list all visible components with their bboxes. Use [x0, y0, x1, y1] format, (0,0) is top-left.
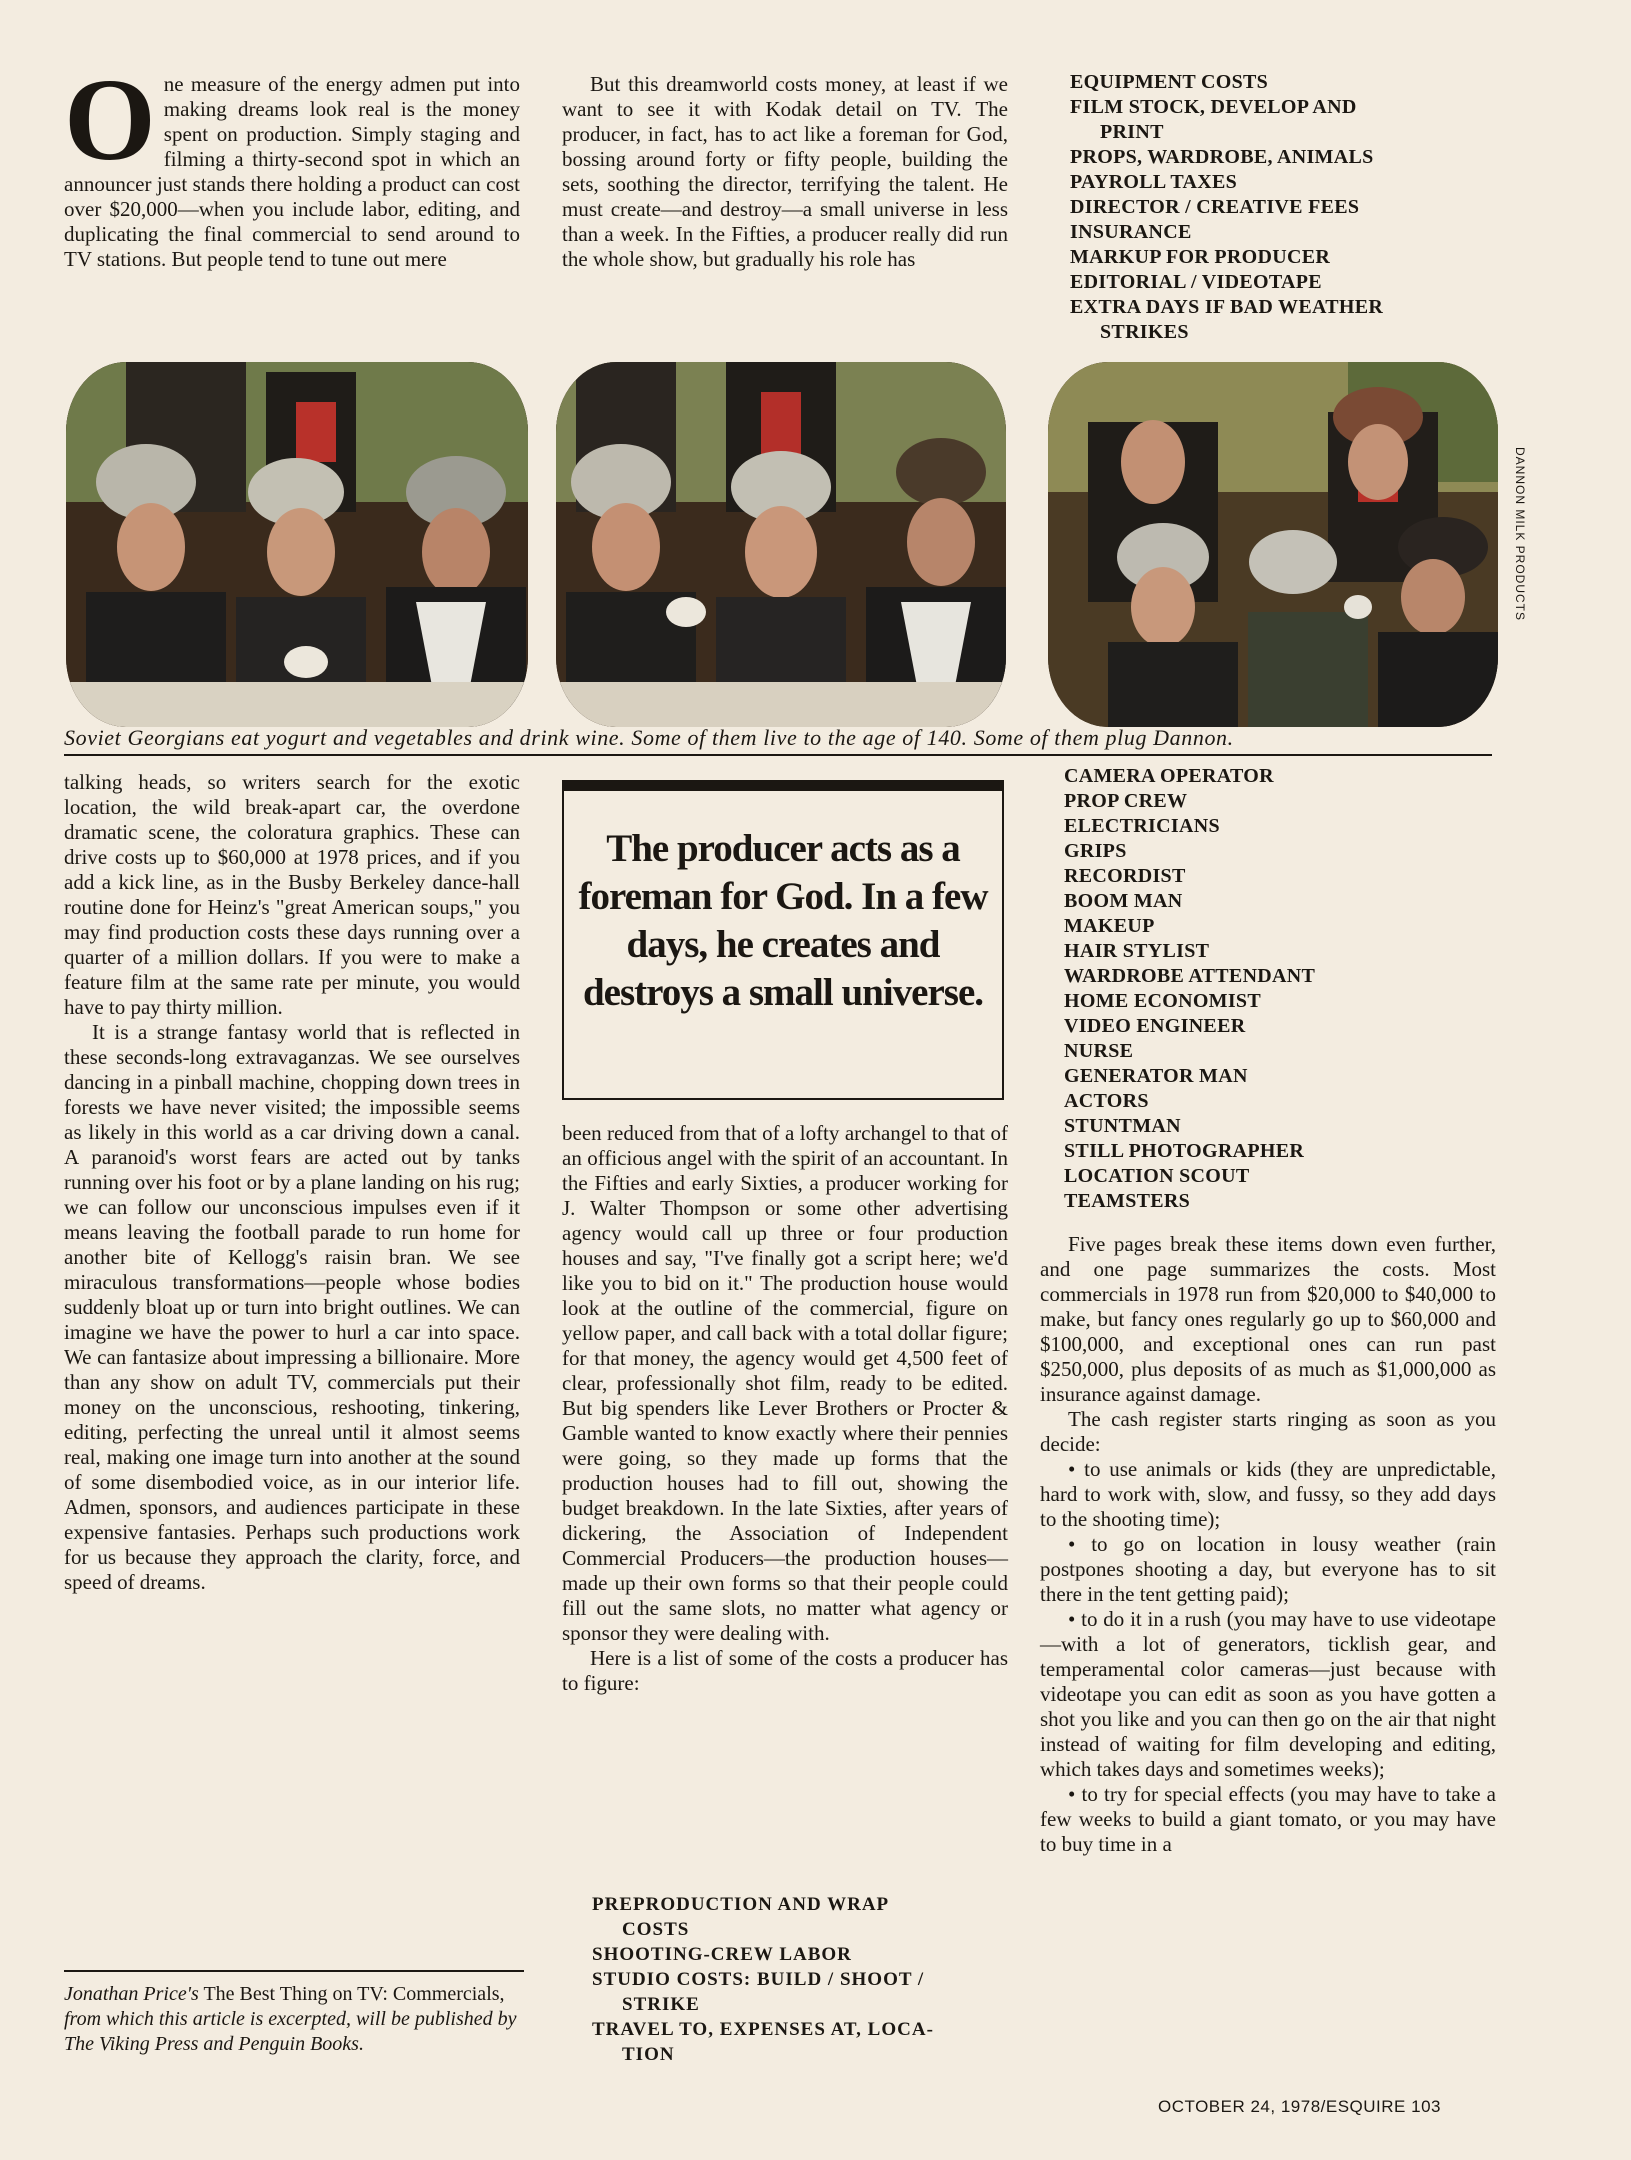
list-item-text: EDITORIAL / VIDEOTAPE: [1070, 271, 1322, 293]
list-item: [592, 2017, 1012, 2067]
cost-list-top: [1070, 70, 1510, 345]
pull-quote: The producer acts as a foreman for God. In a few days, he creates and destroys a small universe.: [578, 827, 988, 1014]
list-item-text: STUNTMAN: [1064, 1115, 1181, 1137]
list-item-continuation: TION: [622, 2044, 675, 2065]
column-2-bottom: [562, 1121, 1008, 1696]
list-item: [1064, 1089, 1504, 1114]
list-item: [1070, 145, 1510, 170]
paragraph: It is a strange fantasy world that is reflected in these seconds-long extravaganzas. We see ourselves dancing in a pinball machine, chopping down trees in forests we have never visited; the impossible seems as likely in this world as a car driving down a canal. A paranoid's worst fears are acted out by tanks running over his foot or by a plane landing on his rug; we can follow our unconscious impulses even if it means leaving the football parade to run home for another bite of Kellogg's raisin bran. We see miraculous transformations—people whose bodies suddenly bloat up or turn into bright outlines. We can imagine we have the power to hurl a car into space. We can fantasize about impressing a billionaire. More than any show on adult TV, commercials put their money on the unconscious, reshooting, tinkering, editing, perfecting the unreal until it almost seems real, making one image turn into another at the sound of some disembodied voice, as in our interior life. Admen, sponsors, and audiences participate in these expensive fantasies. Perhaps such productions work for us because they approach the clarity, force, and speed of dreams.: [64, 1020, 520, 1594]
photo-strip: [56, 362, 1498, 727]
photo-elders-1: [66, 362, 528, 727]
list-item-text: TRAVEL TO, EXPENSES AT, LOCA-: [592, 2019, 934, 2040]
list-item-text: EQUIPMENT COSTS: [1070, 71, 1269, 93]
list-item-text: NURSE: [1064, 1040, 1134, 1062]
list-item: [1064, 914, 1504, 939]
tv-frame-2: [556, 362, 1006, 727]
list-item-text: PROP CREW: [1064, 790, 1188, 812]
list-item-text: VIDEO ENGINEER: [1064, 1015, 1246, 1037]
paragraph: • to use animals or kids (they are unpredictable, hard to work with, slow, and fussy, so they add days to the shooting time);: [1040, 1457, 1496, 1531]
byline-note: from which this article is excerpted, will be published by The Viking Press and Penguin Books.: [64, 2008, 517, 2055]
list-item-text: STILL PHOTOGRAPHER: [1064, 1140, 1305, 1162]
list-item-text: BOOM MAN: [1064, 890, 1183, 912]
column-2-top: [562, 72, 1008, 272]
list-item-text: MARKUP FOR PRODUCER: [1070, 246, 1331, 268]
list-item-text: HAIR STYLIST: [1064, 940, 1210, 962]
list-item: [1064, 939, 1504, 964]
list-item: [1064, 964, 1504, 989]
list-item-continuation: STRIKES: [1100, 321, 1189, 343]
paragraph: • to try for special effects (you may have to take a few weeks to build a giant tomato, or you may have to buy time in a: [1040, 1782, 1496, 1856]
list-item: [1064, 1014, 1504, 1039]
tv-frame-3: [1048, 362, 1498, 727]
list-item: [1064, 1114, 1504, 1139]
list-item: [1070, 170, 1510, 195]
list-item-text: RECORDIST: [1064, 865, 1186, 887]
list-item-continuation: COSTS: [622, 1919, 690, 1940]
list-item-text: HOME ECONOMIST: [1064, 990, 1261, 1012]
list-item-text: PREPRODUCTION AND WRAP: [592, 1894, 890, 1915]
list-item: [592, 1942, 1012, 1967]
pull-quote-rule: [562, 780, 1004, 791]
list-item: [592, 1892, 1012, 1942]
list-item-text: FILM STOCK, DEVELOP AND: [1070, 96, 1357, 118]
list-item: [1064, 1139, 1504, 1164]
list-item-text: MAKEUP: [1064, 915, 1155, 937]
list-item-text: WARDROBE ATTENDANT: [1064, 965, 1316, 987]
tv-frame-1: [66, 362, 528, 727]
paragraph: Here is a list of some of the costs a producer has to figure:: [562, 1646, 1008, 1695]
pull-quote-box: [562, 780, 1004, 1100]
list-item-text: SHOOTING-CREW LABOR: [592, 1944, 852, 1965]
list-item-text: GRIPS: [1064, 840, 1127, 862]
column-1-bottom: [64, 770, 520, 1595]
list-item-text: ELECTRICIANS: [1064, 815, 1220, 837]
photo-credit-text: DANNON MILK PRODUCTS: [1513, 447, 1527, 622]
list-item: [1070, 295, 1510, 345]
list-item: [1070, 220, 1510, 245]
photo-elders-3: [1048, 362, 1498, 727]
list-item: [1064, 1064, 1504, 1089]
photo-elders-2: [556, 362, 1006, 727]
column-3-bottom: [1040, 1232, 1496, 1857]
list-item: [1064, 814, 1504, 839]
paragraph: been reduced from that of a lofty archangel to that of an officious angel with the spirit of an accountant. In the Fifties and early Sixties, a producer working for J. Walter Thompson or some other advertising agency would call up three or four production houses and say, "I've finally got a script here; we'd like you to bid on it." The production house would look at the outline of the commercial, figure on yellow paper, and call back with a total dollar figure; for that money, the agency would get 4,500 feet of clear, professionally shot film, ready to be edited. But big spenders like Lever Brothers or Procter & Gamble wanted to know exactly where their pennies were going, so they made up forms that the production houses had to fill out, showing the budget breakdown. In the late Sixties, after years of dickering, the Association of Independent Commercial Producers—the production houses—made up their own forms so that their people could fill out the same slots, no matter what agency or sponsor they were dealing with.: [562, 1121, 1008, 1645]
photo-caption: Soviet Georgians eat yogurt and vegetables and drink wine. Some of them live to the age of 140. Some of them plug Dannon.: [64, 724, 1492, 756]
list-item-text: ACTORS: [1064, 1090, 1149, 1112]
list-item: [1064, 839, 1504, 864]
list-item: [1064, 1039, 1504, 1064]
list-item-text: TEAMSTERS: [1064, 1190, 1191, 1212]
author-byline: [64, 1970, 524, 2057]
drop-cap: O: [64, 54, 156, 185]
paragraph: talking heads, so writers search for the exotic location, the wild break-apart car, the overdone dramatic scene, the coloratura graphics. These can drive costs up to $60,000 at 1978 prices, and if you add a kick line, as in the Busby Berkeley dance-hall routine done for Heinz's "great American soups," you may find production costs these days running over a quarter of a million dollars. If you were to make a feature film at the same rate per minute, you would have to pay thirty million.: [64, 770, 520, 1019]
photo-credit: [1508, 447, 1532, 652]
list-item: [1070, 95, 1510, 145]
byline-book-title: The Best Thing on TV: Commercials,: [203, 1983, 505, 2005]
list-item-text: LOCATION SCOUT: [1064, 1165, 1250, 1187]
list-item-text: STUDIO COSTS: BUILD / SHOOT /: [592, 1969, 925, 1990]
list-item: [1064, 1164, 1504, 1189]
list-item-continuation: PRINT: [1100, 121, 1164, 143]
list-item-continuation: STRIKE: [622, 1994, 700, 2015]
paragraph: Five pages break these items down even further, and one page summarizes the costs. Most commercials in 1978 run from $20,000 to $40,000 to make, but fancy ones regularly go up to $60,000 and $100,000, and exceptional ones can run past $250,000, plus deposits of as much as $1,000,000 as insurance against damage.: [1040, 1232, 1496, 1406]
list-item: [1070, 70, 1510, 95]
list-item: [1070, 195, 1510, 220]
list-item-text: EXTRA DAYS IF BAD WEATHER: [1070, 296, 1384, 318]
list-item: [1064, 789, 1504, 814]
page-folio: OCTOBER 24, 1978/ESQUIRE 103: [1158, 2097, 1441, 2116]
list-item: [1064, 764, 1504, 789]
list-item: [592, 1967, 1012, 2017]
byline-author: Jonathan Price's: [64, 1983, 199, 2005]
paragraph: • to do it in a rush (you may have to use videotape—with a lot of generators, ticklish gear, and temperamental color cameras—just because with videotape you can edit as soon as you have gotten a shot you like and you can then go on the air that night instead of waiting for film developing and editing, which takes days and sometimes weeks);: [1040, 1607, 1496, 1781]
list-item: [1064, 864, 1504, 889]
paragraph: But this dreamworld costs money, at least if we want to see it with Kodak detail on TV. The producer, in fact, has to act like a foreman for God, bossing around forty or fifty people, building the sets, soothing the director, terrifying the talent. He must create—and destroy—a small universe in less than a week. In the Fifties, a producer really did run the whole show, but gradually his role has: [562, 72, 1008, 271]
list-item-text: CAMERA OPERATOR: [1064, 765, 1274, 787]
list-item: [1064, 989, 1504, 1014]
opening-paragraph: [64, 54, 520, 272]
list-item-text: PAYROLL TAXES: [1070, 171, 1238, 193]
crew-list: [1064, 764, 1504, 1214]
list-item: [1070, 245, 1510, 270]
list-item: [1064, 889, 1504, 914]
list-item-text: GENERATOR MAN: [1064, 1065, 1248, 1087]
list-item: [1070, 270, 1510, 295]
paragraph: The cash register starts ringing as soon as you decide:: [1040, 1407, 1496, 1456]
list-item-text: DIRECTOR / CREATIVE FEES: [1070, 196, 1360, 218]
list-item-text: INSURANCE: [1070, 221, 1192, 243]
paragraph: • to go on location in lousy weather (rain postpones shooting a day, but everyone has to sit there in the tent getting paid);: [1040, 1532, 1496, 1606]
opening-text: ne measure of the energy admen put into making dreams look real is the money spent on production. Simply staging and filming a thirty-second spot in which an announcer just stands there holding a product can cost over $20,000—when you include labor, editing, and duplicating the final commercial to send around to TV stations. But people tend to tune out mere: [64, 72, 520, 271]
list-item: [1064, 1189, 1504, 1214]
column-1-top: [64, 54, 520, 272]
list-item-text: PROPS, WARDROBE, ANIMALS: [1070, 146, 1374, 168]
cost-list-bottom: [592, 1892, 1012, 2067]
